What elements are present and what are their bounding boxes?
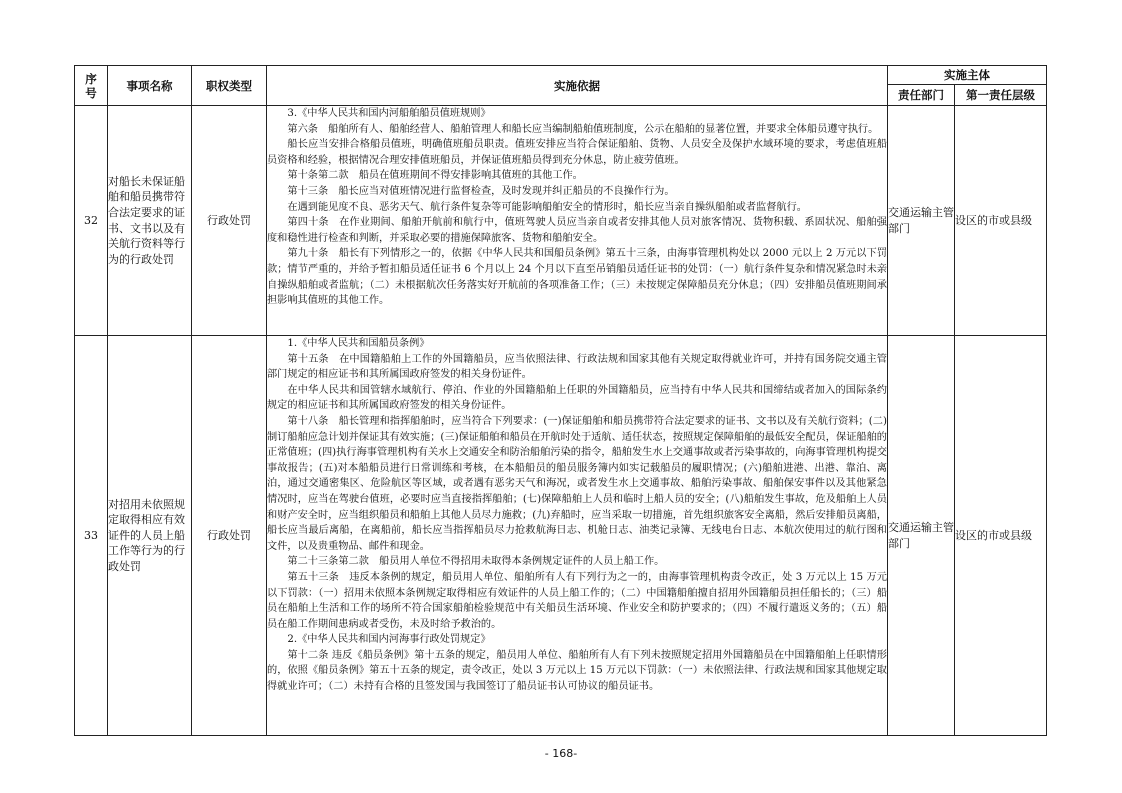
header-basis: 实施依据	[267, 66, 888, 106]
basis-paragraph: 2.《中华人民共和国内河海事行政处罚规定》	[287, 634, 491, 646]
header-subject: 实施主体	[888, 66, 1047, 85]
enforcement-table	[74, 65, 1047, 736]
basis-paragraph: 第六条 船舶所有人、船舶经营人、船舶管理人和船长应当编制船舶值班制度，公示在船舶的显著位置，并要求全体船员遵守执行。	[287, 123, 879, 135]
row-seq: 33	[75, 336, 108, 736]
basis-paragraph: 在中华人民共和国管辖水域航行、停泊、作业的外国籍船舶上任职的外国籍船员，应当持有中华人民共和国缔结或者加入的国际条约规定的相应证书和其所属国政府签发的相关身份证件。	[267, 384, 887, 412]
row-power-type: 行政处罚	[192, 106, 267, 336]
basis-paragraph: 第五十三条 违反本条例的规定，船员用人单位、船舶所有人有下列行为之一的，由海事管理机构责令改正，处 3 万元以上 15 万元以下罚款：（一）招用未依照本条例规定取得相应有效证件的人员上船工作的；（二）中国籍船舶擅自招用外国籍船员担任船长的；（三）船员在船舶上生活和工作的场所不符合国家船舶检验规范中有关船员生活环境、作业安全和防护要求的；（四）不履行遣返义务的；（五）船员在船工作期间患病或者受伤，未及时给予救治的。	[267, 571, 887, 630]
row-dept: 交通运输主管部门	[888, 106, 955, 336]
basis-paragraph: 第十二条 违反《船员条例》第十五条的规定，船员用人单位、船舶所有人有下列未按照规定招用外国籍船员在中国籍船舶上任职情形的，依照《船员条例》第五十五条的规定，责令改正，处以 3 万元以上 15 万元以下罚款：（一）未依照法律、行政法规和国家其他规定取得就业许可；（二）未持有合格的且签发国与我国签订了船员证书认可协议的船员证书。	[267, 649, 887, 693]
page-number: - 168-	[544, 747, 578, 760]
table-row	[75, 106, 1047, 336]
row-level: 设区的市或县级	[955, 106, 1047, 336]
row-basis	[267, 106, 888, 336]
basis-paragraph: 第四十条 在作业期间、船舶开航前和航行中，值班驾驶人员应当亲自或者安排其他人员对旅客情况、货物积载、系固状况、船舶强度和稳性进行检查和判断，并采取必要的措施保障旅客、货物和船舶安全。	[267, 217, 887, 244]
header-level: 第一责任层级	[955, 85, 1047, 106]
header-item-name: 事项名称	[108, 66, 192, 106]
row-seq: 32	[75, 106, 108, 336]
basis-paragraph: 第九十条 船长有下列情形之一的，依据《中华人民共和国船员条例》第五十三条，由海事管理机构处以 2000 元以上 2 万元以下罚款；情节严重的，并给予暂扣船员适任证书 6 个月以上 24 个月以下直至吊销船员适任证书的处罚：（一）航行条件复杂和情况紧急时未亲自操纵船舶或者监航；（二）未根据航次任务落实好开航前的各项准备工作；（三）未按规定保障船员充分休息；（四）安排船员值班期间承担影响其值班的其他工作。	[267, 248, 887, 307]
basis-paragraph: 3.《中华人民共和国内河船舶船员值班规则》	[287, 108, 491, 119]
header-dept: 责任部门	[888, 85, 955, 106]
row-level: 设区的市或县级	[955, 336, 1047, 736]
basis-paragraph: 1.《中华人民共和国船员条例》	[287, 338, 430, 349]
row-basis	[267, 336, 888, 736]
row-dept: 交通运输主管部门	[888, 336, 955, 736]
header-seq: 序号	[75, 66, 108, 106]
basis-paragraph: 第十五条 在中国籍船舶上工作的外国籍船员，应当依照法律、行政法规和国家其他有关规定取得就业许可，并持有国务院交通主管部门规定的相应证书和其所属国政府签发的相关身份证件。	[267, 353, 887, 381]
row-item-name: 对招用未依照规定取得相应有效证件的人员上船工作等行为的行政处罚	[108, 336, 192, 736]
basis-paragraph: 在遇到能见度不良、恶劣天气、航行条件复杂等可能影响船舶安全的情形时，船长应当亲自操纵船舶或者监督航行。	[287, 201, 807, 213]
row-power-type: 行政处罚	[192, 336, 267, 736]
basis-paragraph: 船长应当安排合格船员值班，明确值班船员职责。值班安排应当符合保证船舶、货物、人员安全及保护水域环境的要求，考虑值班船员资格和经验，根据情况合理安排值班船员，并保证值班船员得到充分休息，防止疲劳值班。	[267, 139, 887, 166]
basis-paragraph: 第十条第二款 船员在值班期间不得安排影响其值班的其他工作。	[287, 170, 583, 182]
header-power-type: 职权类型	[192, 66, 267, 106]
basis-paragraph: 第十八条 船长管理和指挥船舶时，应当符合下列要求：(一)保证船舶和船员携带符合法定要求的证书、文书以及有关航行资料；(二)制订船舶应急计划并保证其有效实施；(三)保证船舶和船员在开航时处于适航、适任状态，按照规定保障船舶的最低安全配员，保证船舶的正常值班；(四)执行海事管理机构有关水上交通安全和防治船舶污染的指令，船舶发生水上交通事故或者污染事故的，向海事管理机构提交事故报告；(五)对本船船员进行日常训练和考核，在本船船员的船员服务簿内如实记载船员的履职情况；(六)船舶进港、出港、靠泊、离泊，通过交通密集区、危险航区等区域，或者遇有恶劣天气和海况，或者发生水上交通事故、船舶污染事故、船舶保安事件以及其他紧急情况时，应当在驾驶台值班，必要时应当直接指挥船舶；(七)保障船舶上人员和临时上船人员的安全；(八)船舶发生事故，危及船舶上人员和财产安全时，应当组织船员和船舶上其他人员尽力施救；(九)弃船时，应当采取一切措施，首先组织旅客安全离船，然后安排船员离船，船长应当最后离船，在离船前，船长应当指挥船员尽力抢救航海日志、机舱日志、油类记录簿、无线电台日志、本航次使用过的航行图和文件，以及贵重物品、邮件和现金。	[267, 415, 887, 552]
basis-paragraph: 第二十三条第二款 船员用人单位不得招用未取得本条例规定证件的人员上船工作。	[287, 556, 665, 568]
basis-paragraph: 第十三条 船长应当对值班情况进行监督检查，及时发现并纠正船员的不良操作行为。	[287, 185, 675, 197]
row-item-name: 对船长未保证船舶和船员携带符合法定要求的证书、文书以及有关航行资料等行为的行政处罚	[108, 106, 192, 336]
table-row	[75, 336, 1047, 736]
